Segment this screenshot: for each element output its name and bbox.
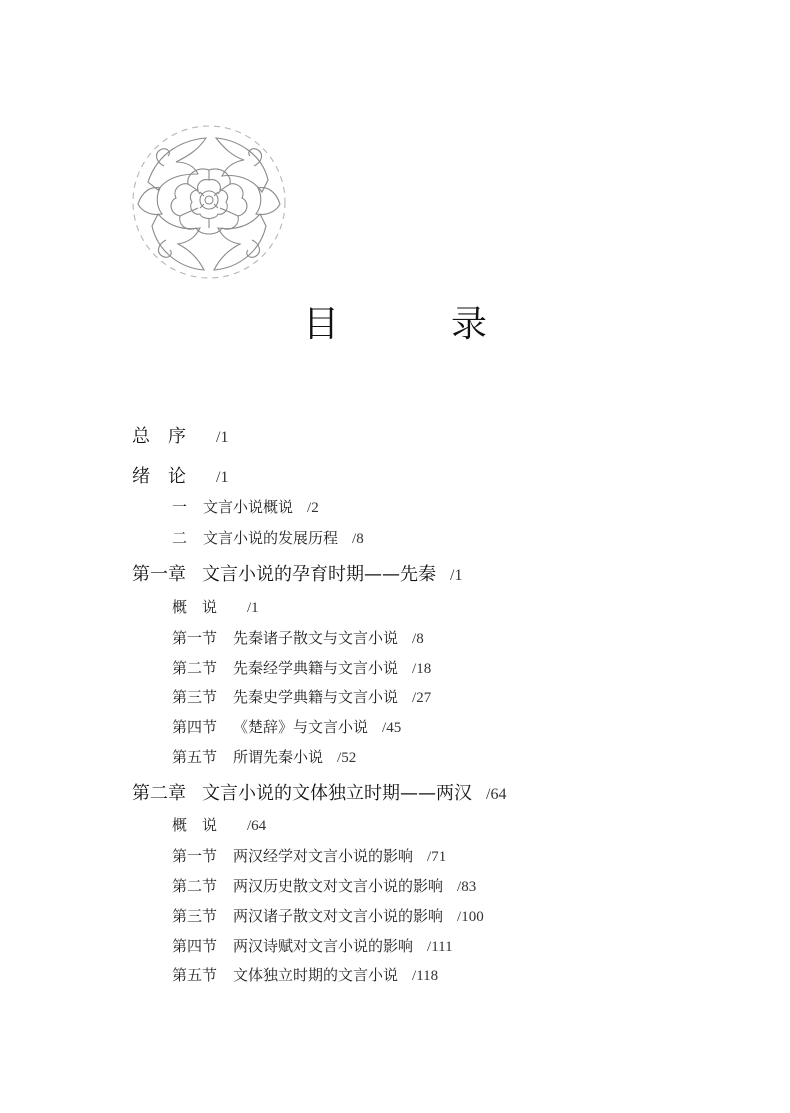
toc-entry-label: 二 [172,529,188,547]
toc-entry-title: 先秦诸子散文与文言小说 [233,629,399,647]
toc-entry-label: 第一节 [172,629,218,647]
toc-entry-page: /1 [247,600,259,616]
toc-entry-label: 绪 论 [132,466,186,487]
toc-entry[interactable] [132,468,228,486]
toc-entry-page: /64 [486,786,507,803]
toc-entry-page: /1 [216,429,229,446]
peony-roundel-icon [128,122,290,282]
toc-entry-label: 概 说 [172,598,218,616]
toc-entry[interactable] [172,600,259,616]
toc-entry-title: 两汉历史散文对文言小说的影响 [233,877,444,895]
toc-entry[interactable] [172,909,484,925]
toc-entry-label: 第二节 [172,659,218,677]
toc-entry-page: /8 [352,531,364,547]
toc-entry[interactable] [172,968,438,984]
toc-entry-title: 先秦经学典籍与文言小说 [233,659,399,677]
toc-entry[interactable] [172,720,401,736]
toc-entry-title: 先秦史学典籍与文言小说 [233,688,399,706]
toc-entry-label: 第三节 [172,688,218,706]
toc-entry-title: 文言小说的孕育时期——先秦 [202,564,436,585]
toc-entry-label: 第二节 [172,877,218,895]
toc-entry[interactable] [132,566,462,584]
toc-entry[interactable] [172,661,431,677]
toc-entry-label: 第四节 [172,718,218,736]
toc-entry[interactable] [172,939,453,955]
toc-entry-page: /52 [337,750,357,766]
toc-entry-title: 文体独立时期的文言小说 [233,966,399,984]
toc-entry-title: 文言小说概说 [203,498,294,516]
toc-entry-title: 两汉诸子散文对文言小说的影响 [233,907,444,925]
toc-entry-title: 《楚辞》与文言小说 [233,718,369,736]
toc-entry-title: 两汉诗赋对文言小说的影响 [233,937,414,955]
toc-entry-page: /45 [382,720,402,736]
toc-entry-label: 概 说 [172,816,218,834]
toc-entry-label: 第一章 [132,564,186,585]
toc-entry-page: /27 [412,690,432,706]
toc-entry[interactable] [132,428,228,446]
toc-entry-page: /83 [457,879,477,895]
toc-entry-label: 第二章 [132,783,186,804]
toc-entry-page: /1 [216,469,229,486]
toc-entry[interactable] [172,500,319,516]
toc-entry-page: /2 [307,500,319,516]
toc-entry[interactable] [172,818,266,834]
toc-entry-title: 文言小说的发展历程 [203,529,339,547]
page-title: 目 录 [302,304,525,345]
toc-entry-label: 第一节 [172,847,218,865]
toc-entry[interactable] [132,785,506,803]
toc-entry-page: /1 [450,567,463,584]
toc-entry-page: /8 [412,631,424,647]
toc-entry-title: 文言小说的文体独立时期——两汉 [202,783,472,804]
toc-entry-title: 两汉经学对文言小说的影响 [233,847,414,865]
toc-entry-label: 第五节 [172,748,218,766]
toc-entry-label: 第三节 [172,907,218,925]
toc-entry-page: /100 [457,909,484,925]
toc-entry-label: 第五节 [172,966,218,984]
toc-entry-page: /111 [427,939,453,955]
toc-entry-label: 第四节 [172,937,218,955]
toc-entry-page: /71 [427,849,447,865]
toc-entry-page: /18 [412,661,432,677]
toc-entry-title: 所谓先秦小说 [233,748,324,766]
toc-entry[interactable] [172,631,424,647]
toc-entry[interactable] [172,531,364,547]
toc-entry[interactable] [172,879,476,895]
toc-entry[interactable] [172,750,356,766]
toc-entry[interactable] [172,690,431,706]
toc-entry-label: 总 序 [132,426,186,447]
toc-entry-page: /64 [247,818,267,834]
toc-entry-page: /118 [412,968,439,984]
toc-entry[interactable] [172,849,446,865]
toc-entry-label: 一 [172,498,188,516]
